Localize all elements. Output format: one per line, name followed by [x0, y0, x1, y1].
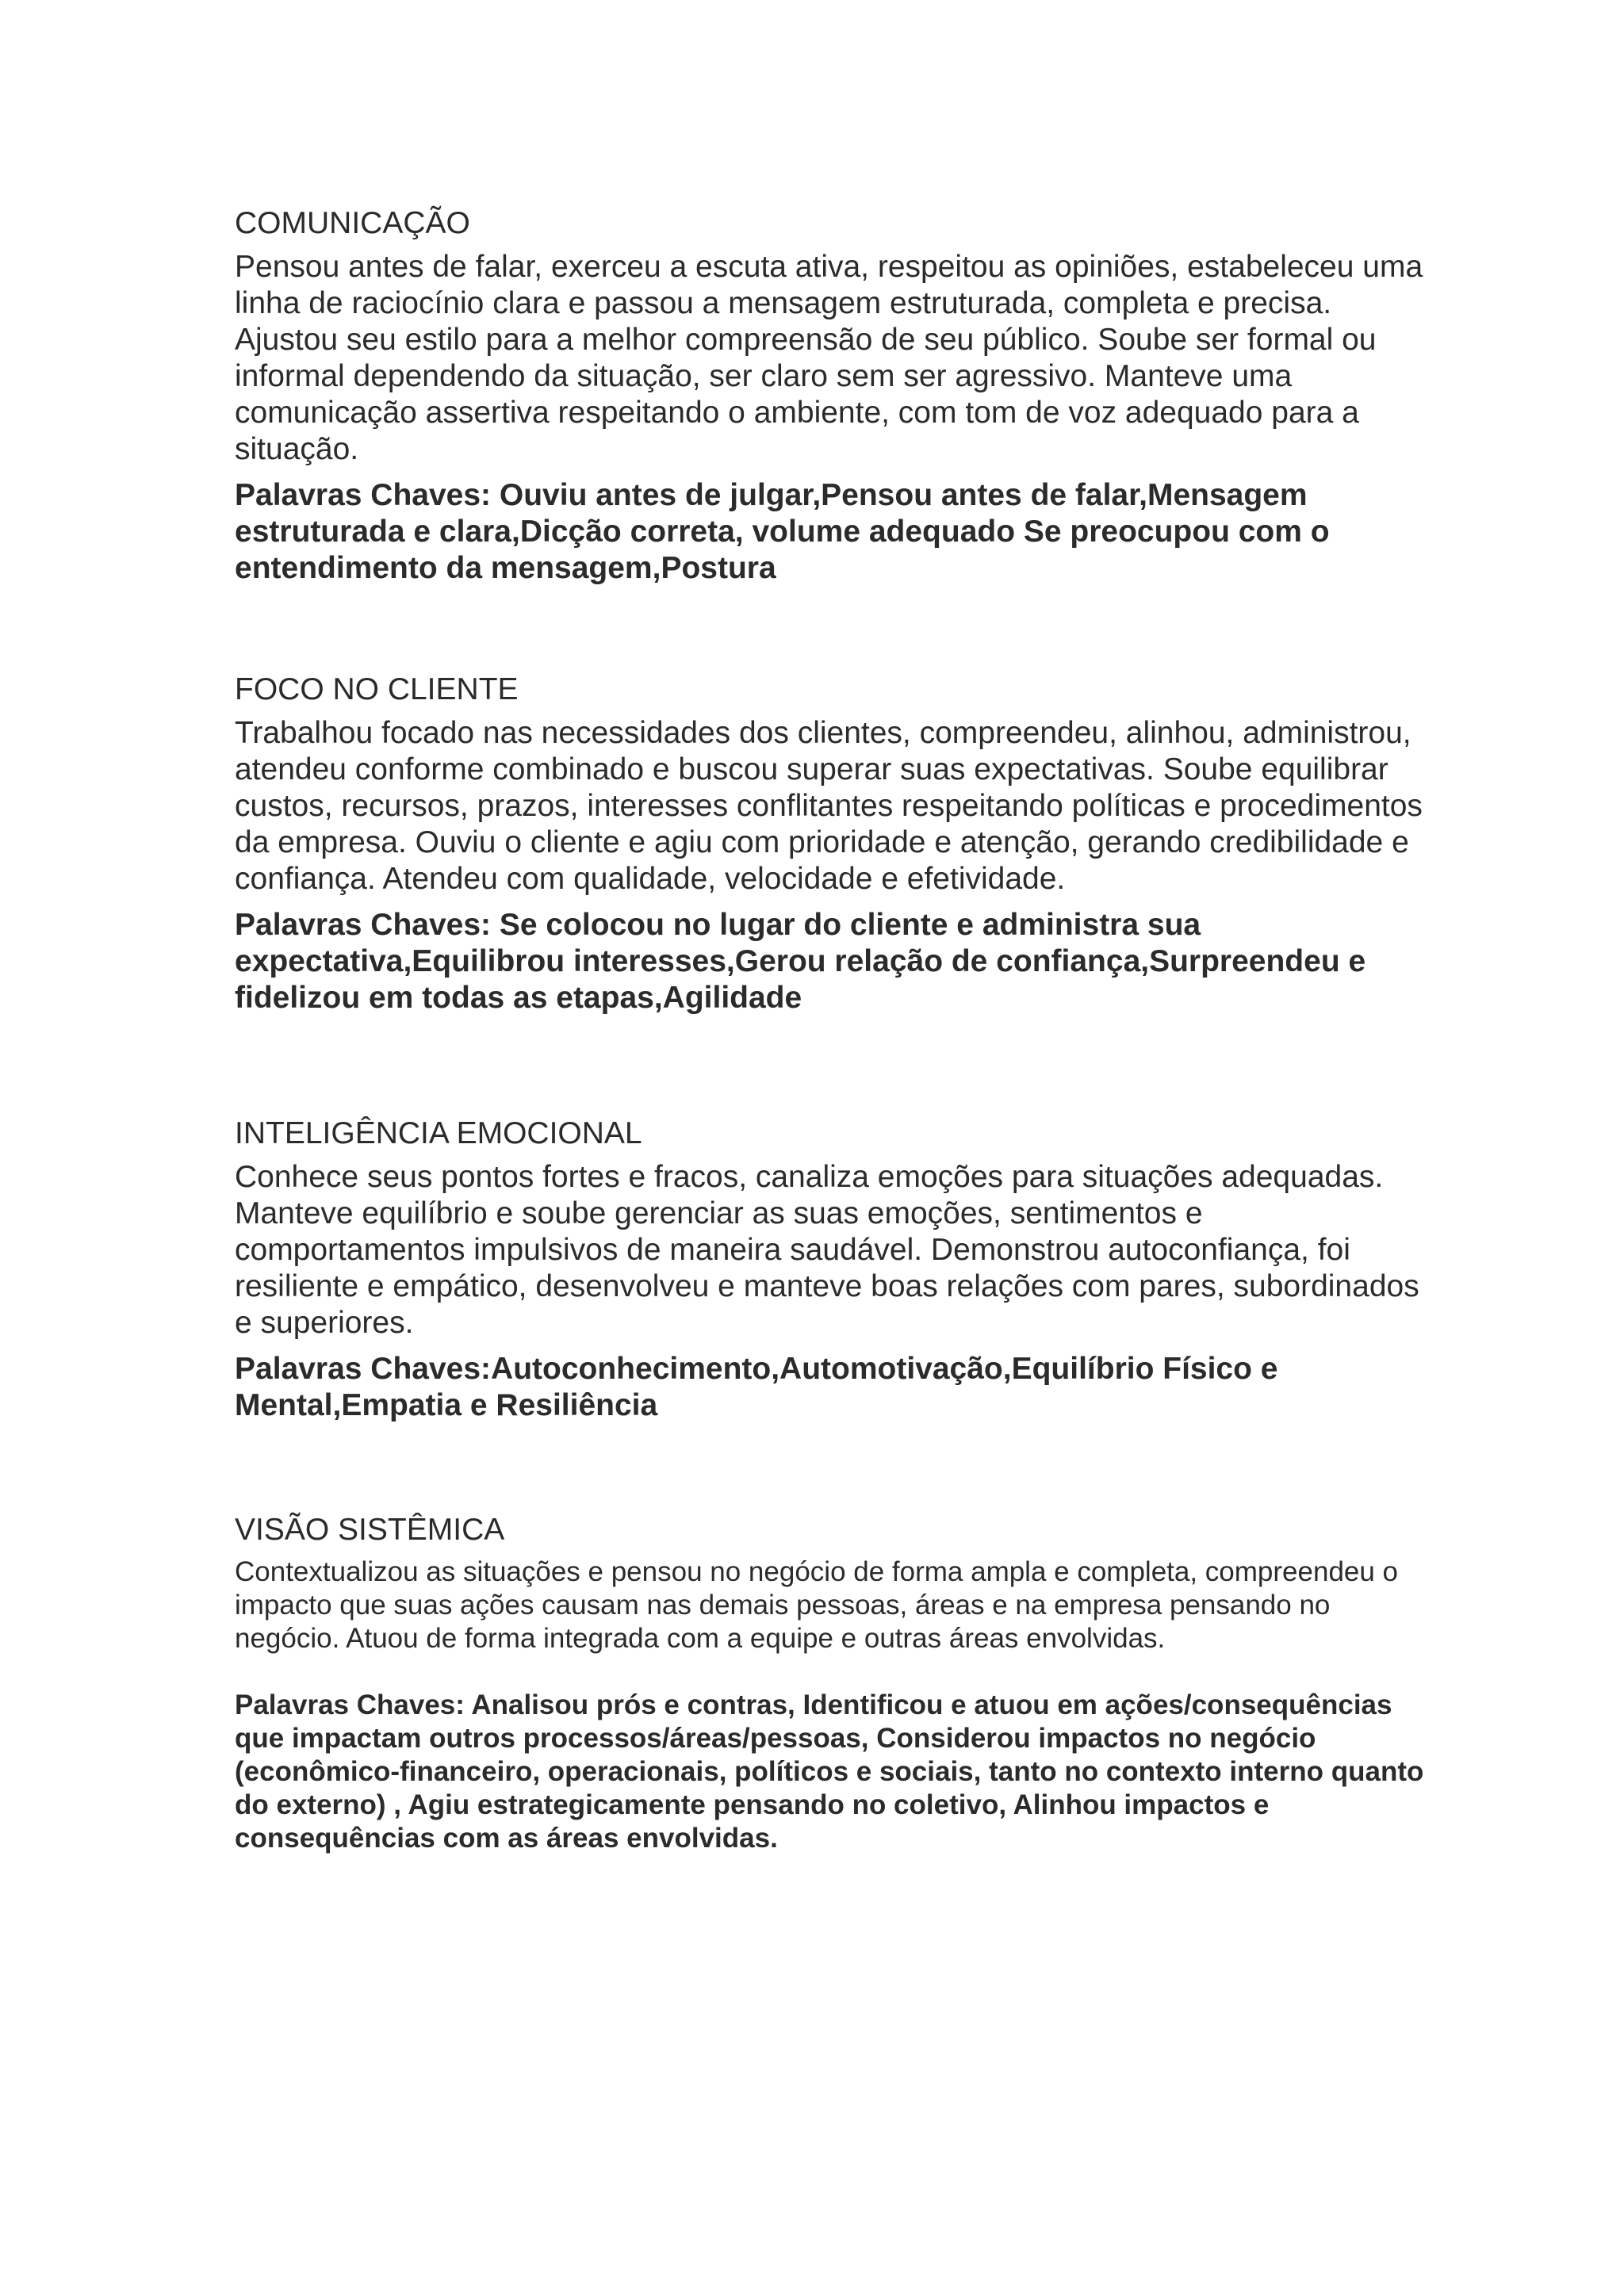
section-keywords: Palavras Chaves: Ouviu antes de julgar,Pensou antes de falar,Mensagem estruturada e clara,Dicção correta, volume adequado Se preocupou com o entendimento da mensagem,Postura [235, 478, 1330, 585]
section-title: INTELIGÊNCIA EMOCIONAL [235, 1116, 642, 1150]
section-body: Trabalhou focado nas necessidades dos clientes, compreendeu, alinhou, administrou, atendeu conforme combinado e buscou superar suas expectativas. Soube equilibrar custos, recursos, prazos, interesses conflitantes respeitando políticas e procedimentos da empresa. Ouviu o cliente e agiu com prioridade e atenção, gerando credibilidade e confiança. Atendeu com qualidade, velocidade e efetividade. [235, 716, 1423, 896]
section-title: FOCO NO CLIENTE [235, 672, 519, 706]
section-keywords: Palavras Chaves: Analisou prós e contras, Identificou e atuou em ações/consequências que impactam outros processos/áreas/pessoas, Considerou impactos no negócio (econômico-financeiro, operacionais, políticos e sociais, tanto no contexto interno quanto do externo) , Agiu estrategicamente pensando no coletivo, Alinhou impactos e consequências com as áreas envolvidas. [235, 1689, 1424, 1854]
section-body: Conhece seus pontos fortes e fracos, canaliza emoções para situações adequadas. Manteve equilíbrio e soube gerenciar as suas emoções, sentimentos e comportamentos impulsivos de maneira saudável. Demonstrou autoconfiança, foi resiliente e empático, desenvolveu e manteve boas relações com pares, subordinados e superiores. [235, 1160, 1419, 1340]
section-keywords: Palavras Chaves: Se colocou no lugar do cliente e administra sua expectativa,Equilibrou interesses,Gerou relação de confiança,Surpreendeu e fidelizou em todas as etapas,Agilidade [235, 908, 1366, 1015]
section-keywords: Palavras Chaves:Autoconhecimento,Automotivação,Equilíbrio Físico e Mental,Empatia e Resiliência [235, 1352, 1278, 1422]
section-title: COMUNICAÇÃO [235, 206, 470, 240]
section-title: VISÃO SISTÊMICA [235, 1513, 505, 1547]
section-body: Pensou antes de falar, exerceu a escuta ativa, respeitou as opiniões, estabeleceu uma linha de raciocínio clara e passou a mensagem estruturada, completa e precisa. Ajustou seu estilo para a melhor compreensão de seu público. Soube ser formal ou informal dependendo da situação, ser claro sem ser agressivo. Manteve uma comunicação assertiva respeitando o ambiente, com tom de voz adequado para a situação. [235, 250, 1423, 466]
section-foco-no-cliente [235, 671, 1424, 1016]
section-body: Contextualizou as situações e pensou no negócio de forma ampla e completa, compreendeu o impacto que suas ações causam nas demais pessoas, áreas e na empresa pensando no negócio. Atuou de forma integrada com a equipe e outras áreas envolvidas. [235, 1556, 1399, 1654]
section-inteligencia-emocional [235, 1115, 1424, 1424]
section-comunicacao [235, 205, 1424, 587]
section-visao-sistemica [235, 1511, 1424, 1855]
